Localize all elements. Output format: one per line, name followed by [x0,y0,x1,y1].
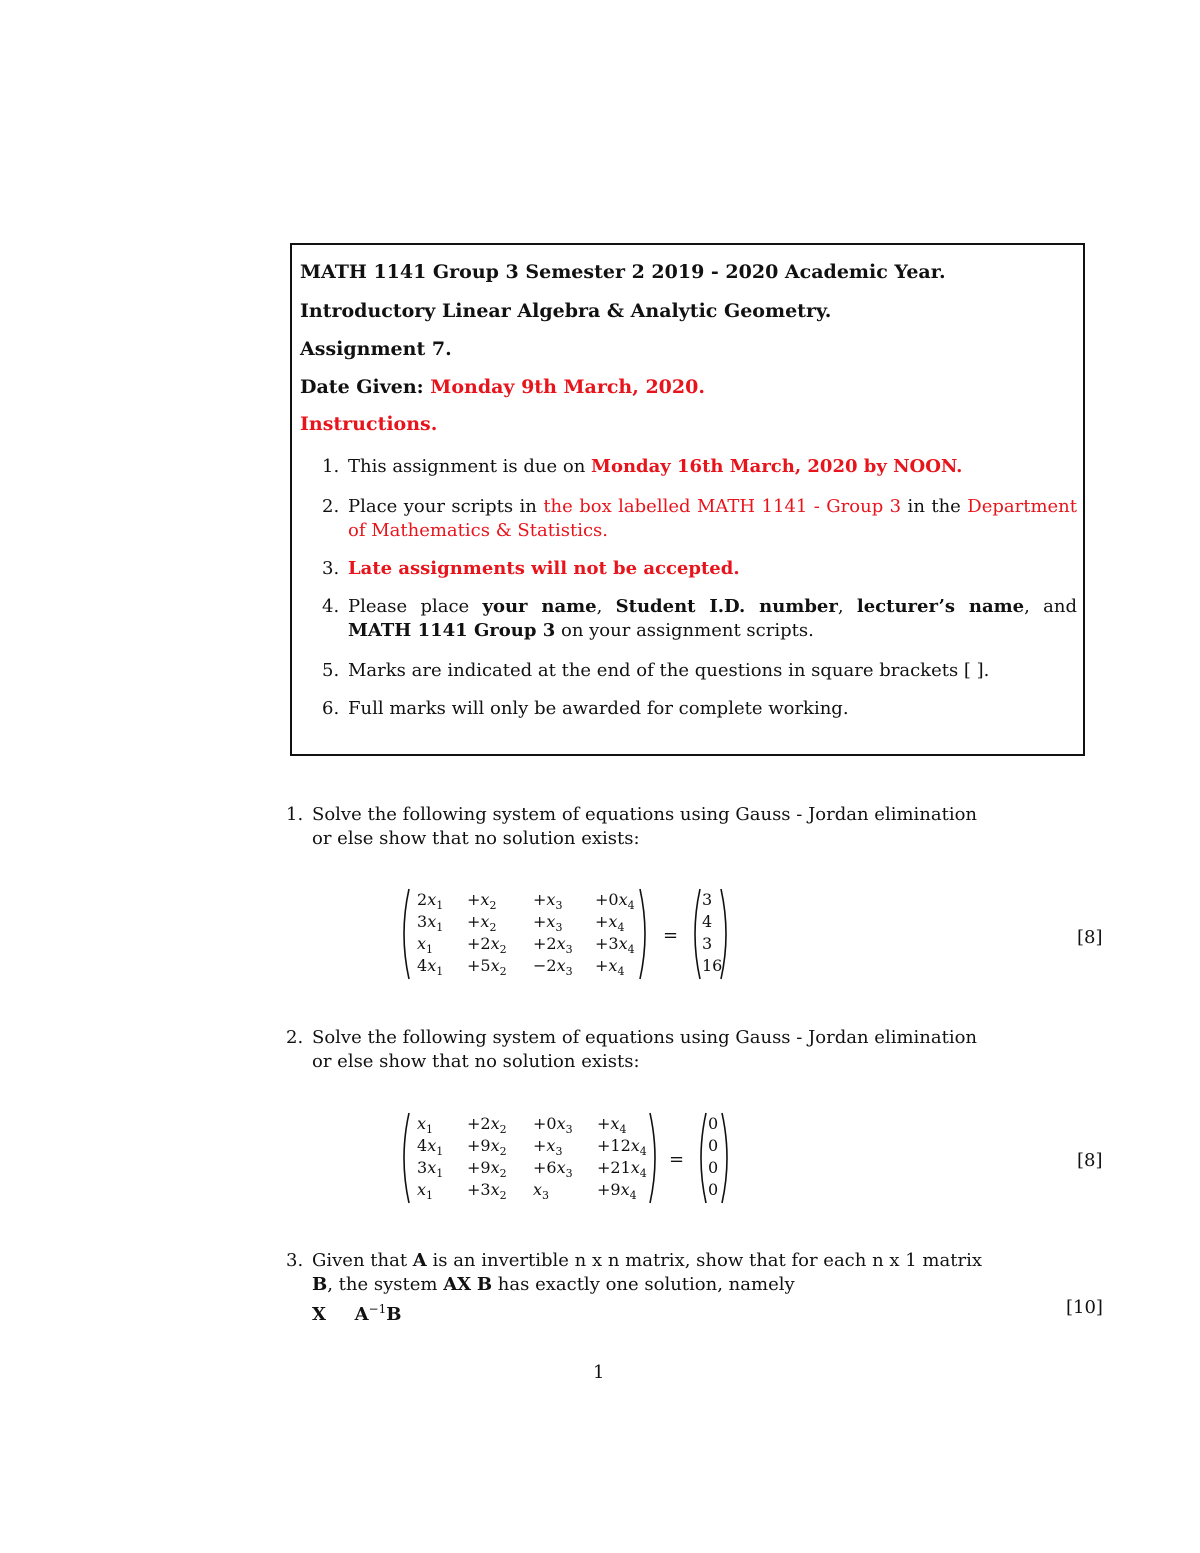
matrix-entry: 3 [702,890,713,909]
instruction-item: 6. Full marks will only be awarded for complete working. [322,698,849,719]
matrix-entry: $+9x_2$ [467,1136,507,1159]
matrix-entry: $3x_1$ [417,912,444,935]
right-paren [648,1112,662,1204]
matrix-entry: $+x_4$ [597,1114,627,1137]
matrix-entry: $4x_1$ [417,1136,444,1159]
matrix-entry: $-2x_3$ [533,956,573,979]
matrix-entry: $+x_4$ [595,956,625,979]
matrix-entry: $3x_1$ [417,1158,444,1181]
marks-q1: [8] [1077,927,1103,948]
matrix-entry: $x_3$ [533,1180,550,1203]
matrix-entry: $+9x_2$ [467,1158,507,1181]
question-1: 1. Solve the following system of equations using Gauss - Jordan elimination or else show that no solution exists: [286,804,978,849]
question-3: 3. Given that A is an invertible n x n matrix, show that for each n x 1 matrix B, the system AX B has exactly one solution, namely X $A^{-1}B$ [286,1250,982,1325]
rhs-vector-2 [694,1112,734,1204]
left-paren [397,1112,411,1204]
instruction-item: 5. Marks are indicated at the end of the questions in square brackets [ ]. [322,660,990,681]
matrix-entry: $+x_4$ [595,912,625,935]
instruction-item: 3. Late assignments will not be accepted. [322,558,740,579]
left-paren [688,888,702,980]
question-2: 2. Solve the following system of equations using Gauss - Jordan elimination or else show that no solution exists: [286,1027,978,1072]
left-paren [397,888,411,980]
matrix-entry: $+12x_4$ [597,1136,647,1159]
instructions-heading: Instructions. [300,413,438,435]
matrix-entry: 0 [708,1114,719,1133]
header-box [290,243,1085,756]
coefficient-matrix-1 [397,888,652,980]
matrix-entry: $+x_2$ [467,912,497,935]
matrix-entry: 4 [702,912,713,931]
assignment-number: Assignment 7. [300,338,452,360]
page-number: 1 [593,1362,605,1383]
matrix-entry: $x_1$ [417,1180,434,1203]
rhs-vector-1 [688,888,733,980]
matrix-entry: $+2x_2$ [467,1114,507,1137]
matrix-entry: $+x_3$ [533,1136,563,1159]
matrix-entry: 0 [708,1180,719,1199]
matrix-entry: $+x_2$ [467,890,497,913]
matrix-entry: $+x_3$ [533,912,563,935]
matrix-entry: $+9x_4$ [597,1180,637,1203]
matrix-entry: $+21x_4$ [597,1158,647,1181]
date-value: Monday 9th March, 2020. [430,376,705,398]
marks-q2: [8] [1077,1150,1103,1171]
right-paren [720,1112,734,1204]
matrix-entry: $+2x_2$ [467,934,507,957]
matrix-entry: 3 [702,934,713,953]
date-given [300,376,705,398]
matrix-entry: $+3x_4$ [595,934,635,957]
instruction-item: 1. This assignment is due on Monday 16th March, 2020 by NOON. [322,456,963,477]
marks-q3: [10] [1066,1297,1103,1318]
matrix-entry: $+3x_2$ [467,1180,507,1203]
matrix-entry: $x_1$ [417,1114,434,1137]
matrix-entry: $+0x_4$ [595,890,635,913]
matrix-entry: $4x_1$ [417,956,444,979]
date-label: Date Given: [300,376,424,398]
course-title: Introductory Linear Algebra & Analytic Geometry. [300,300,832,322]
instruction-item: 2. Place your scripts in the box labelled MATH 1141 - Group 3 in the Department of Mathematics & Statistics. [322,496,1077,541]
course-line: MATH 1141 Group 3 Semester 2 2019 - 2020 Academic Year. [300,261,946,283]
right-paren [638,888,652,980]
matrix-entry: $x_1$ [417,934,434,957]
matrix-entry: 0 [708,1158,719,1177]
coefficient-matrix-2 [397,1112,662,1204]
matrix-entry: $2x_1$ [417,890,444,913]
matrix-entry: $+0x_3$ [533,1114,573,1137]
left-paren [694,1112,708,1204]
matrix-entry: 0 [708,1136,719,1155]
matrix-entry: $+x_3$ [533,890,563,913]
matrix-entry: $+6x_3$ [533,1158,573,1181]
matrix-entry: $+5x_2$ [467,956,507,979]
matrix-entry: $+2x_3$ [533,934,573,957]
instruction-item: 4. Please place your name, Student I.D. number, lecturer’s name, and MATH 1141 Group 3 on your assignment scripts. [322,596,1077,641]
equals-sign: = [663,925,679,946]
matrix-entry: 16 [702,956,723,975]
equals-sign: = [669,1149,685,1170]
